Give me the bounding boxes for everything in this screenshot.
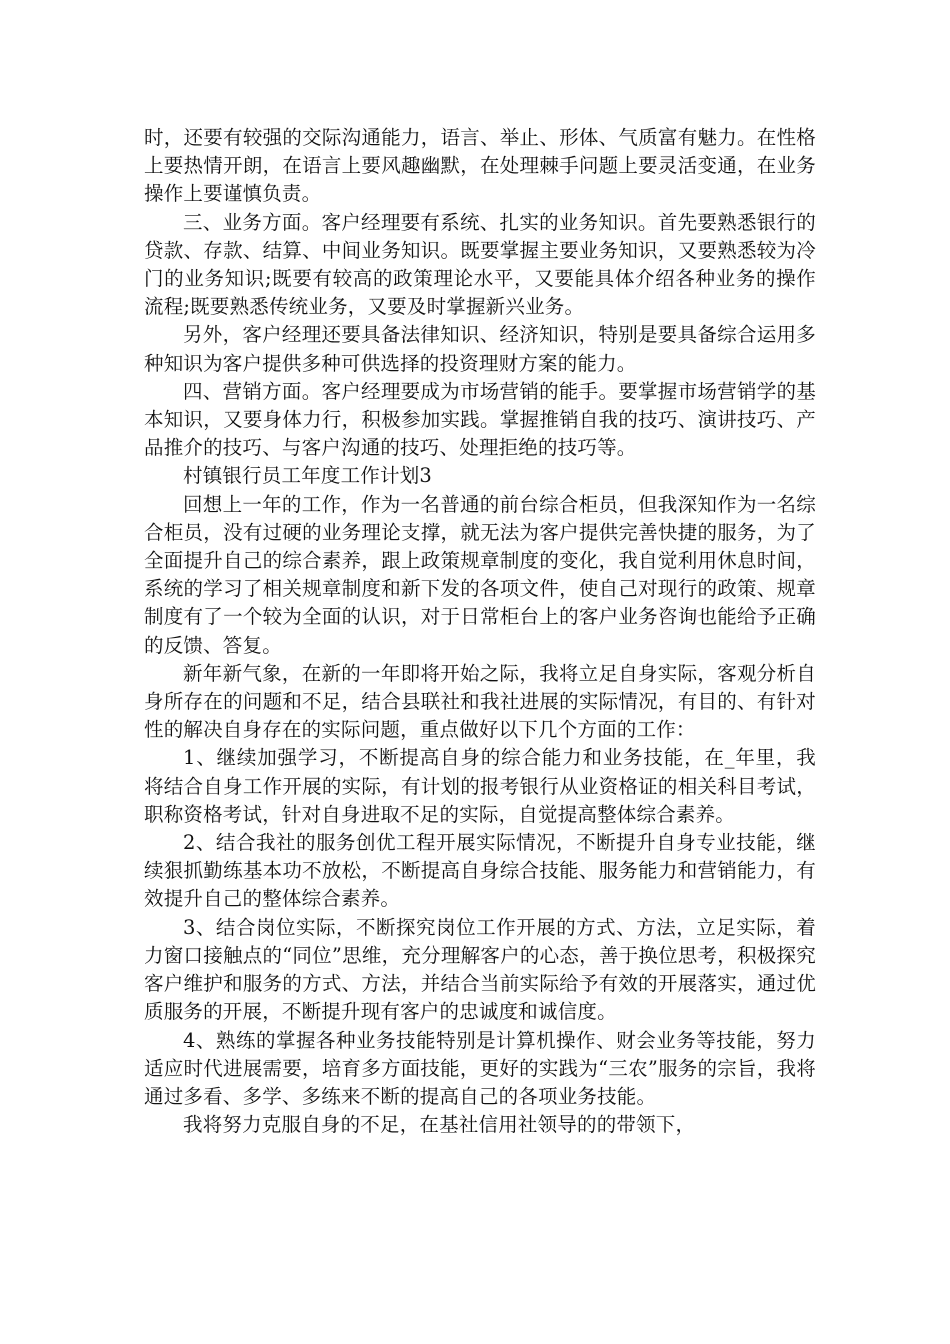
paragraph-business-aspect: 三、业务方面。客户经理要有系统、扎实的业务知识。首先要熟悉银行的贷款、存款、结算、中间业务知识。既要掌握主要业务知识，又要熟悉较为冷门的业务知识;既要有较高的政策理论水平，又要能具体介绍各种业务的操作流程;既要熟悉传统业务，又要及时掌握新兴业务。 [144, 210, 816, 319]
paragraph-new-year: 新年新气象，在新的一年即将开始之际，我将立足自身实际，客观分析自身所存在的问题和不足，结合县联社和我社进展的实际情况，有目的、有针对性的解决自身存在的实际问题，重点做好以下几个方面的工作： [144, 661, 816, 742]
paragraph-closing: 我将努力克服自身的不足，在基社信用社领导的的带领下， [183, 1113, 696, 1137]
paragraph-additional-knowledge: 另外，客户经理还要具备法律知识、经济知识，特别是要具备综合运用多种知识为客户提供多种可供选择的投资理财方案的能力。 [144, 323, 816, 375]
section-heading: 村镇银行员工年度工作计划3 [183, 464, 433, 488]
list-item-4: 4、熟练的掌握各种业务技能特别是计算机操作、财会业务等技能，努力适应时代进展需要，培育多方面技能，更好的实践为“三农”服务的宗旨，我将通过多看、多学、多练来不断的提高自己的各项业务技能。 [144, 1028, 816, 1108]
paragraph-continuation: 时，还要有较强的交际沟通能力，语言、举止、形体、气质富有魅力。在性格上要热情开朗，在语言上要风趣幽默，在处理棘手问题上要灵活变通，在业务操作上要谨慎负责。 [144, 126, 816, 206]
paragraph-marketing-aspect: 四、营销方面。客户经理要成为市场营销的能手。要掌握市场营销学的基本知识，又要身体力行，积极参加实践。掌握推销自我的技巧、演讲技巧、产品推介的技巧、与客户沟通的技巧、处理拒绝的技巧等。 [144, 379, 816, 460]
list-item-1: 1、继续加强学习，不断提高自身的综合能力和业务技能，在_年里，我将结合自身工作开展的实际，有计划的报考银行从业资格证的相关科目考试，职称资格考试，针对自身进取不足的实际，自觉提高整体综合素养。 [144, 746, 816, 826]
document-body [144, 124, 816, 1139]
list-item-3: 3、结合岗位实际，不断探究岗位工作开展的方式、方法，立足实际，着力窗口接触点的“同位”思维，充分理解客户的心态，善于换位思考，积极探究客户维护和服务的方式、方法，并结合当前实际给予有效的开展落实，通过优质服务的开展，不断提升现有客户的忠诚度和诚信度。 [144, 915, 816, 1024]
paragraph-review: 回想上一年的工作，作为一名普通的前台综合柜员，但我深知作为一名综合柜员，没有过硬的业务理论支撑，就无法为客户提供完善快捷的服务，为了全面提升自己的综合素养，跟上政策规章制度的变化，我自觉利用休息时间，系统的学习了相关规章制度和新下发的各项文件，使自己对现行的政策、规章制度有了一个较为全面的认识，对于日常柜台上的客户业务咨询也能给予正确的反馈、答复。 [144, 492, 816, 657]
list-item-2: 2、结合我社的服务创优工程开展实际情况，不断提升自身专业技能，继续狠抓勤练基本功不放松，不断提高自身综合技能、服务能力和营销能力，有效提升自己的整体综合素养。 [144, 831, 816, 911]
